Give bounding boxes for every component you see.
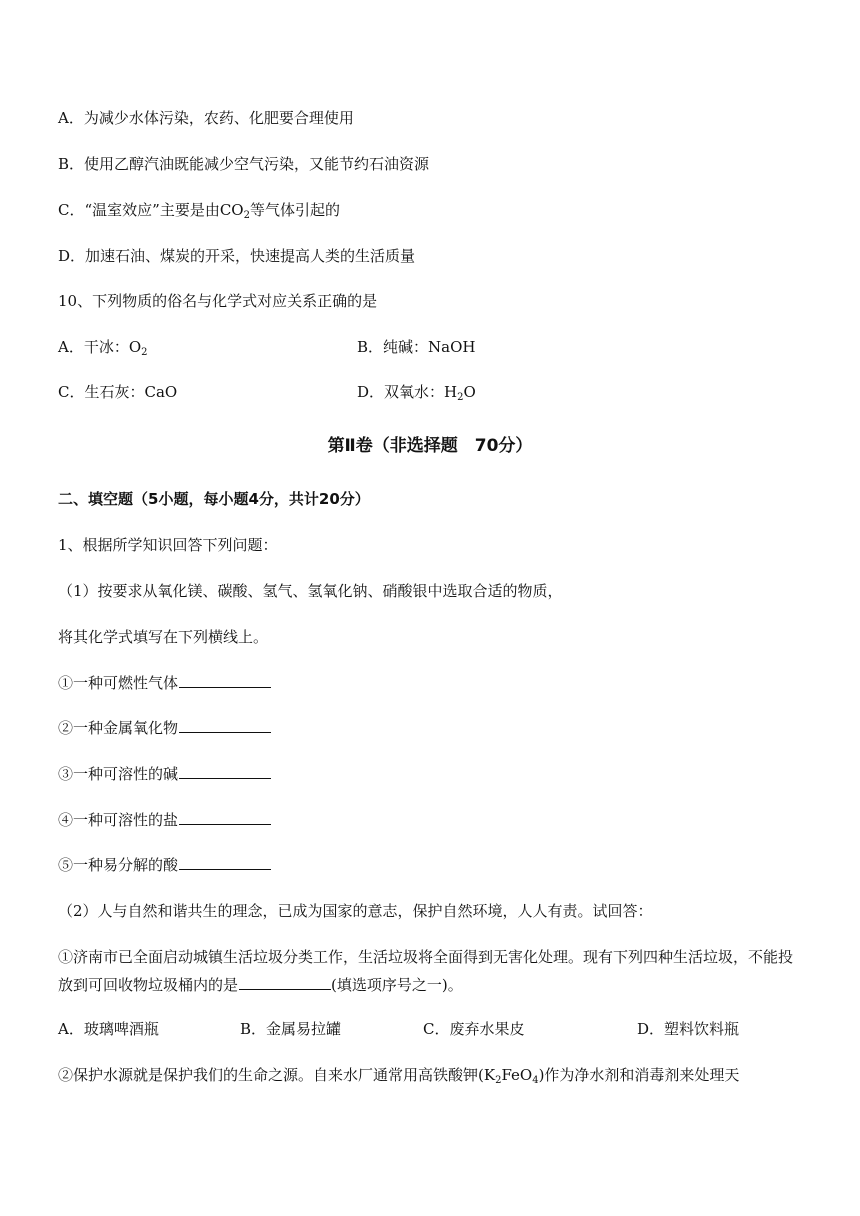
- q9-option-c: [58, 200, 340, 220]
- sub2-option-a: A．玻璃啤酒瓶: [58, 1020, 159, 1038]
- q10-stem: 10、下列物质的俗名与化学式对应关系正确的是: [58, 292, 378, 310]
- sub2-option-b: B．金属易拉罐: [240, 1020, 342, 1038]
- q10-option-a-text: A．干冰：O: [58, 338, 142, 356]
- fill1-sub2-q1-text-end: (填选项序号之一)。: [331, 976, 463, 994]
- fill1-sub2-q2-text-end: )作为净水剂和消毒剂来处理天: [538, 1066, 740, 1084]
- q9-option-c-text: C．“温室效应”主要是由CO: [58, 201, 244, 219]
- fill1-item-5-text: ⑤一种易分解的酸: [58, 856, 179, 874]
- answer-blank[interactable]: [179, 673, 271, 688]
- answer-blank[interactable]: [179, 718, 271, 733]
- formula-subscript: 4: [532, 1075, 539, 1086]
- fill1-sub2-stem: （2）人与自然和谐共生的理念，已成为国家的意志，保护自然环境，人人有责。试回答：: [58, 902, 653, 920]
- q10-option-c: C．生石灰：CaO: [58, 383, 178, 401]
- part-two-title: 第Ⅱ卷（非选择题 70分）: [327, 436, 533, 456]
- fill1-sub1-line2: 将其化学式填写在下列横线上。: [58, 628, 269, 646]
- formula-subscript: 2: [495, 1075, 502, 1086]
- q10-option-d: [357, 382, 476, 402]
- sub2-option-d: D．塑料饮料瓶: [637, 1020, 740, 1038]
- fill1-sub2-q1-text: ①济南市已全面启动城镇生活垃圾分类工作，生活垃圾将全面得到无害化处理。现有下列四种生活垃圾，不能投放到可回收物垃圾桶内的是: [58, 948, 794, 994]
- q10-option-a-subscript: 2: [141, 347, 148, 358]
- fill1-item-3-text: ③一种可溶性的碱: [58, 765, 179, 783]
- fill1-item-4-text: ④一种可溶性的盐: [58, 811, 179, 829]
- fill1-sub2-q2-text: ②保护水源就是保护我们的生命之源。自来水厂通常用高铁酸钾(K: [58, 1066, 496, 1084]
- q10-option-d-subscript: 2: [457, 392, 464, 403]
- q10-option-d-text-end: O: [463, 383, 476, 401]
- fill1-stem: 1、根据所学知识回答下列问题：: [58, 536, 278, 554]
- answer-blank[interactable]: [179, 810, 271, 825]
- q10-option-a: [58, 337, 148, 357]
- formula-text: FeO: [501, 1066, 533, 1084]
- fill1-item-2-text: ②一种金属氧化物: [58, 719, 179, 737]
- section-heading: 二、填空题（5小题，每小题4分，共计20分）: [58, 490, 370, 508]
- fill1-item-3: [58, 764, 271, 784]
- fill1-item-1-text: ①一种可燃性气体: [58, 674, 179, 692]
- q9-option-c-text-end: 等气体引起的: [249, 201, 340, 219]
- fill1-item-2: [58, 718, 271, 738]
- q10-option-b: B．纯碱：NaOH: [357, 338, 476, 356]
- fill1-item-4: [58, 810, 271, 830]
- fill1-item-1: [58, 673, 271, 693]
- fill1-sub2-q2: [58, 1065, 739, 1085]
- q9-option-a: A．为减少水体污染，农药、化肥要合理使用: [58, 109, 354, 127]
- q9-option-b: B．使用乙醇汽油既能减少空气污染，又能节约石油资源: [58, 155, 430, 173]
- fill1-item-5: [58, 855, 271, 875]
- answer-blank[interactable]: [179, 855, 271, 870]
- q9-option-d: D．加速石油、煤炭的开采，快速提高人类的生活质量: [58, 247, 416, 265]
- fill1-sub2-q1: [58, 943, 804, 999]
- fill1-sub1-line1: （1）按要求从氧化镁、碳酸、氢气、氢氧化钠、硝酸银中选取合适的物质，: [58, 582, 563, 600]
- answer-blank[interactable]: [239, 975, 331, 990]
- sub2-option-c: C．废弃水果皮: [423, 1020, 525, 1038]
- q10-option-d-text: D．双氧水：H: [357, 383, 458, 401]
- answer-blank[interactable]: [179, 764, 271, 779]
- q9-option-c-subscript: 2: [243, 210, 250, 221]
